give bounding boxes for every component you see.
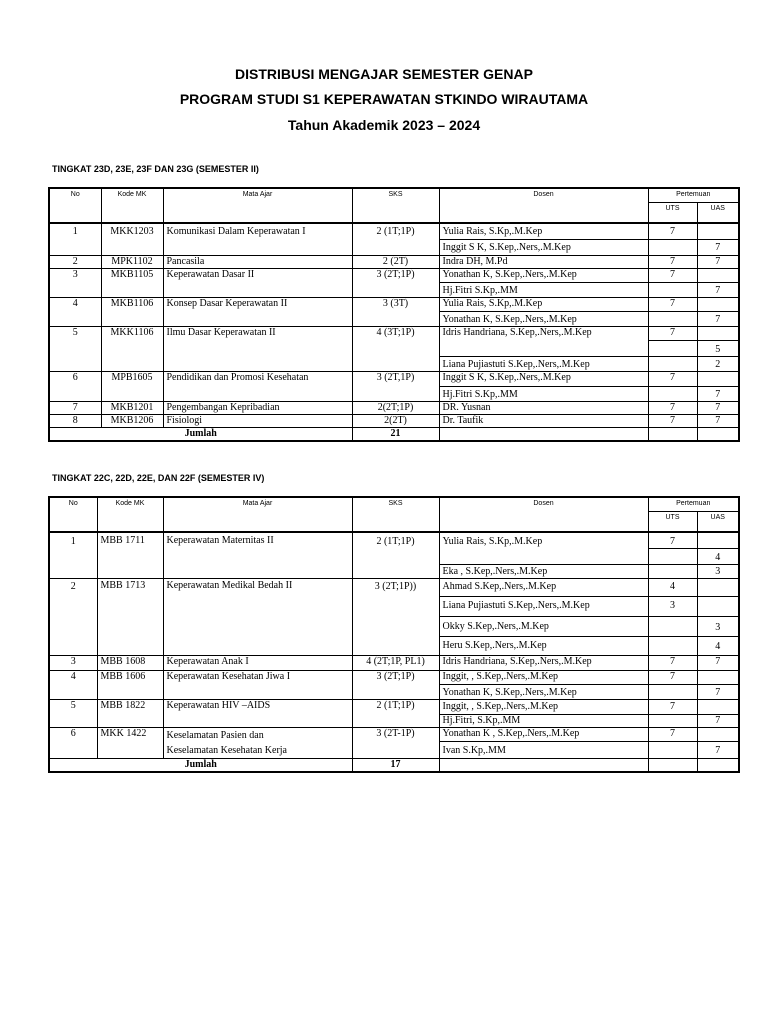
table-row: 5 <box>49 340 739 356</box>
table-row: Yonathan K, S.Kep,.Ners,.M.Kep 7 <box>49 685 739 700</box>
table-row: 2 MPK1102 Pancasila 2 (2T) Indra DH, M.Pd 7 7 <box>49 255 739 268</box>
table-row: 1 MKK1203 Komunikasi Dalam Keperawatan I 2 (1T;1P) Yulia Rais, S.Kp,.M.Kep 7 <box>49 223 739 239</box>
table-row: Heru S.Kep,.Ners,.M.Kep 4 <box>49 637 739 656</box>
col-header-kode: Kode MK <box>97 497 163 532</box>
table-row: 4 MKB1106 Konsep Dasar Keperawatan II 3 (3T) Yulia Rais, S.Kp,.M.Kep 7 <box>49 297 739 311</box>
table-row: 2 MBB 1713 Keperawatan Medikal Bedah II 3 (2T;1P)) Ahmad S.Kep,.Ners,.M.Kep 4 <box>49 579 739 597</box>
schedule-table-semester-4 <box>48 496 740 773</box>
table-row: Hj.Fitri S.Kp,.MM 7 <box>49 386 739 401</box>
doc-title-line1: DISTRIBUSI MENGAJAR SEMESTER GENAP <box>235 66 533 82</box>
table-row: Hj.Fitri, S.Kp,.MM 7 <box>49 715 739 728</box>
col-header-uts: UTS <box>648 202 697 223</box>
table-row: Eka , S.Kep,.Ners,.M.Kep 3 <box>49 565 739 579</box>
table-row: 4 <box>49 549 739 565</box>
col-header-mata-ajar: Mata Ajar <box>163 188 352 223</box>
table-row: Ivan S.Kp,.MM 7 <box>49 742 739 759</box>
table-row: Liana Pujiastuti S.Kep,.Ners,.M.Kep 2 <box>49 356 739 371</box>
col-header-dosen: Dosen <box>439 188 648 223</box>
table-row: 7 MKB1201 Pengembangan Kepribadian 2(2T;1P) DR. Yusnan 7 7 <box>49 401 739 414</box>
table-row: 5 MBB 1822 Keperawatan HIV –AIDS 2 (1T;1P) Inggit, , S.Kep,.Ners,.M.Kep 7 <box>49 700 739 715</box>
table-row: 1 MBB 1711 Keperawatan Maternitas II 2 (1T;1P) Yulia Rais, S.Kp,.M.Kep 7 <box>49 532 739 549</box>
table-row: 6 MPB1605 Pendidikan dan Promosi Kesehatan 3 (2T,1P) Inggit S K, S.Kep,.Ners,.M.Kep 7 <box>49 371 739 386</box>
col-header-uas: UAS <box>697 202 739 223</box>
col-header-kode: Kode MK <box>101 188 163 223</box>
col-header-mata-ajar: Mata Ajar <box>163 497 352 532</box>
total-label: Jumlah <box>49 427 352 441</box>
doc-title-line2: PROGRAM STUDI S1 KEPERAWATAN STKINDO WIRAUTAMA <box>179 91 589 107</box>
col-header-uas: UAS <box>697 511 739 532</box>
col-header-pertemuan: Pertemuan <box>648 497 739 511</box>
total-label: Jumlah <box>49 759 352 773</box>
col-header-no: No <box>49 188 101 223</box>
table-row: Liana Pujiastuti S.Kep,.Ners,.M.Kep 3 <box>49 597 739 617</box>
col-header-pertemuan: Pertemuan <box>648 188 739 202</box>
table-row: Inggit S K, S.Kep,.Ners,.M.Kep 7 <box>49 239 739 255</box>
schedule-table-semester-2 <box>48 187 740 442</box>
table-row: 3 MKB1105 Keperawatan Dasar II 3 (2T;1P) Yonathan K, S.Kep,.Ners,.M.Kep 7 <box>49 268 739 282</box>
table-row: Hj.Fitri S.Kp,.MM 7 <box>49 282 739 297</box>
section1-title: TINGKAT 23D, 23E, 23F DAN 23G (SEMESTER II) <box>52 164 259 174</box>
total-sks: 17 <box>352 759 439 773</box>
total-sks: 21 <box>352 427 439 441</box>
table-row: Okky S.Kep,.Ners,.M.Kep 3 <box>49 617 739 637</box>
table-row: 6 MKK 1422 Keselamatan Pasien dan Keselamatan Kesehatan Kerja 3 (2T-1P) Yonathan K , S.Kep,.Ners,.M.Kep 7 <box>49 728 739 742</box>
col-header-sks: SKS <box>352 188 439 223</box>
col-header-sks: SKS <box>352 497 439 532</box>
table-row: 5 MKK1106 Ilmu Dasar Keperawatan II 4 (3T;1P) Idris Handriana, S.Kep,.Ners,.M.Kep 7 <box>49 326 739 340</box>
total-row <box>49 427 739 441</box>
col-header-uts: UTS <box>648 511 697 532</box>
table-row: Yonathan K, S.Kep,.Ners,.M.Kep 7 <box>49 311 739 326</box>
table-row: 3 MBB 1608 Keperawatan Anak I 4 (2T;1P, PL1) Idris Handriana, S.Kep,.Ners,.M.Kep 7 7 <box>49 656 739 671</box>
table-row: 4 MBB 1606 Keperawatan Kesehatan Jiwa I 3 (2T;1P) Inggit, , S.Kep,.Ners,.M.Kep 7 <box>49 671 739 685</box>
doc-title-line3: Tahun Akademik 2023 – 2024 <box>287 117 481 133</box>
table-row: 8 MKB1206 Fisiologi 2(2T) Dr. Taufik 7 7 <box>49 414 739 427</box>
col-header-dosen: Dosen <box>439 497 648 532</box>
col-header-no: No <box>49 497 97 532</box>
section2-title: TINGKAT 22C, 22D, 22E, DAN 22F (SEMESTER IV) <box>52 473 265 483</box>
total-row <box>49 759 739 773</box>
